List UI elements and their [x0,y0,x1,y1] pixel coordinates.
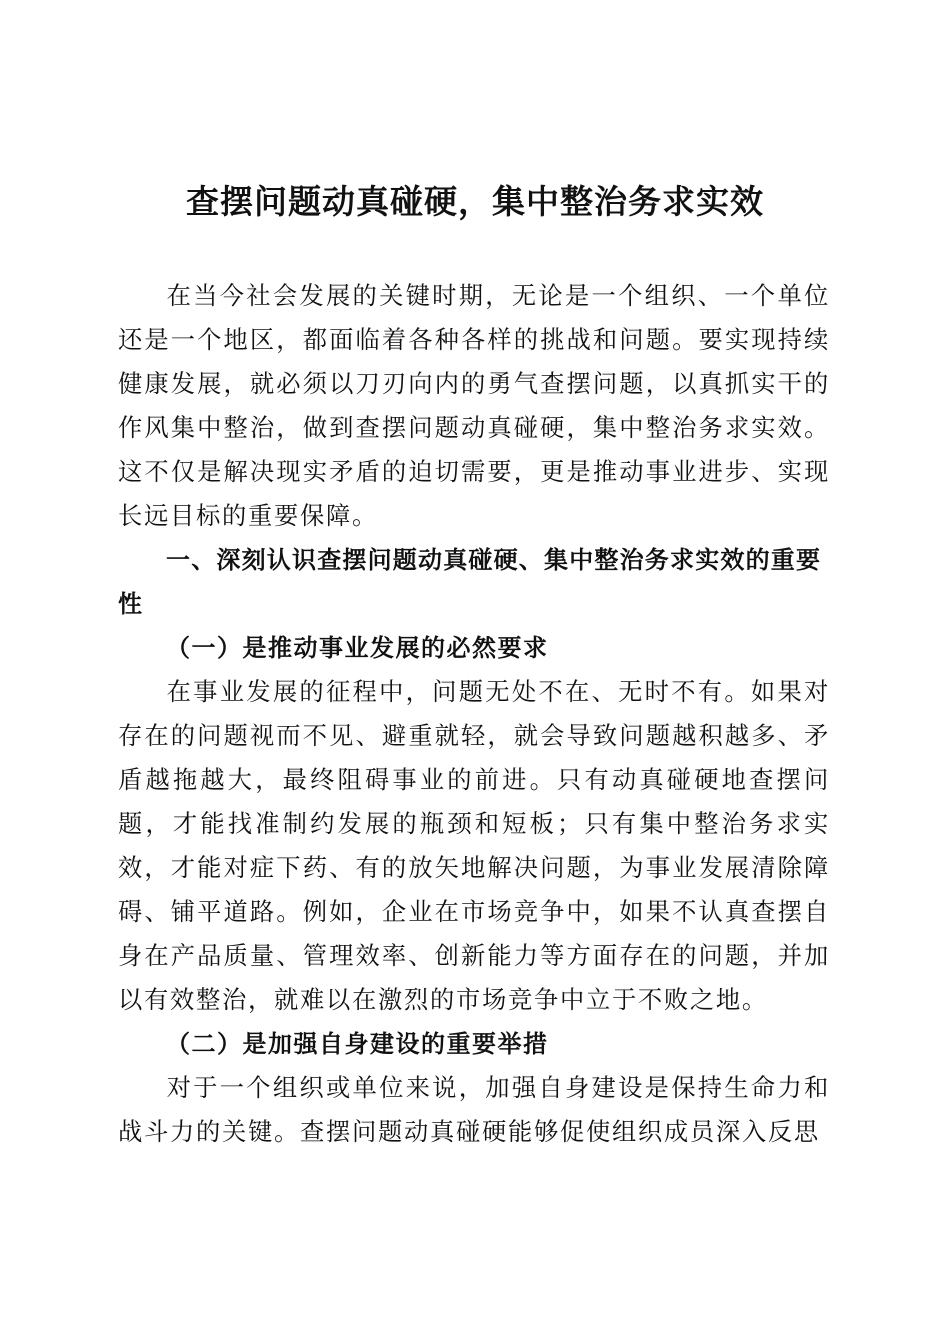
subsection-heading-2: （二）是加强自身建设的重要举措 [166,1029,549,1058]
intro-paragraph: 在当今社会发展的关键时期，无论是一个组织、一个单位还是一个地区，都面临着各种各样的挑战和问题。要实现持续健康发展，就必须以刀刃向内的勇气查摆问题，以真抓实干的作风集中整治，做到查摆问题动真碰硬，集中整治务求实效。这不仅是解决现实矛盾的迫切需要，更是推动事业进步、实现长远目标的重要保障。 [118,281,830,530]
section-heading-1: 一、深刻认识查摆问题动真碰硬、集中整治务求实效的重要性 [118,546,822,618]
subsection-heading-1: （一）是推动事业发展的必然要求 [166,633,549,662]
document-body [118,274,830,1154]
document-title: 查摆问题动真碰硬，集中整治务求实效 [186,182,764,221]
subsection-1-paragraph: 在事业发展的征程中，问题无处不在、无时不有。如果对存在的问题视而不见、避重就轻，就会导致问题越积越多、矛盾越拖越大，最终阻碍事业的前进。只有动真碰硬地查摆问题，才能找准制约发展的瓶颈和短板；只有集中整治务求实效，才能对症下药、有的放矢地解决问题，为事业发展清除障碍、铺平道路。例如，企业在市场竞争中，如果不认真查摆自身在产品质量、管理效率、创新能力等方面存在的问题，并加以有效整治，就难以在激烈的市场竞争中立于不败之地。 [118,677,830,1014]
subsection-2-paragraph: 对于一个组织或单位来说，加强自身建设是保持生命力和战斗力的关键。查摆问题动真碰硬能够促使组织成员深入反思 [118,1073,830,1146]
